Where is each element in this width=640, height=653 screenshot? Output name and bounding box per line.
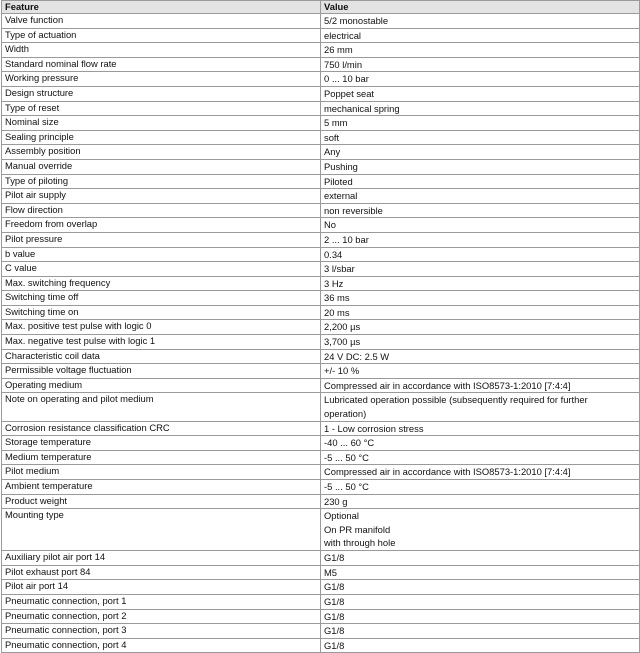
value-cell xyxy=(321,494,640,509)
value-cell xyxy=(321,565,640,580)
feature-cell: Pilot exhaust port 84 xyxy=(2,565,321,580)
feature-cell: Freedom from overlap xyxy=(2,218,321,233)
value-cell xyxy=(321,624,640,639)
value-line: 3 Hz xyxy=(324,277,344,289)
feature-cell: Pneumatic connection, port 3 xyxy=(2,624,321,639)
value-line: M5 xyxy=(324,566,338,578)
value-cell xyxy=(321,86,640,101)
value-line: external xyxy=(324,190,358,202)
feature-cell: Working pressure xyxy=(2,72,321,87)
feature-cell: Medium temperature xyxy=(2,450,321,465)
value-line: operation) xyxy=(324,408,367,420)
value-line: Compressed air in accordance with ISO8573-1:2010 [7:4:4] xyxy=(324,379,571,391)
table-row xyxy=(2,378,640,393)
feature-cell: Auxiliary pilot air port 14 xyxy=(2,551,321,566)
value-cell xyxy=(321,14,640,29)
value-cell xyxy=(321,609,640,624)
feature-cell: Characteristic coil data xyxy=(2,349,321,364)
feature-cell: Storage temperature xyxy=(2,436,321,451)
table-row xyxy=(2,349,640,364)
table-row xyxy=(2,159,640,174)
value-cell xyxy=(321,101,640,116)
feature-cell: Max. negative test pulse with logic 1 xyxy=(2,335,321,350)
table-row xyxy=(2,218,640,233)
table-body xyxy=(2,14,640,653)
table-row xyxy=(2,436,640,451)
table-row xyxy=(2,116,640,131)
value-line: 20 ms xyxy=(324,306,350,318)
feature-cell: Corrosion resistance classification CRC xyxy=(2,421,321,436)
value-line: 0.34 xyxy=(324,248,343,260)
feature-cell: b value xyxy=(2,247,321,262)
feature-cell: Pneumatic connection, port 2 xyxy=(2,609,321,624)
value-line: Optional xyxy=(324,510,359,522)
feature-cell: Type of reset xyxy=(2,101,321,116)
value-cell xyxy=(321,145,640,160)
value-line: G1/8 xyxy=(324,625,345,637)
value-cell xyxy=(321,378,640,393)
value-line: G1/8 xyxy=(324,610,345,622)
value-cell xyxy=(321,421,640,436)
value-cell xyxy=(321,189,640,204)
feature-cell: Nominal size xyxy=(2,116,321,131)
value-line: 2,200 µs xyxy=(324,321,361,333)
table-row xyxy=(2,421,640,436)
value-cell xyxy=(321,218,640,233)
value-cell xyxy=(321,480,640,495)
table-row xyxy=(2,551,640,566)
table-row xyxy=(2,189,640,204)
feature-cell: Type of piloting xyxy=(2,174,321,189)
feature-cell: Pilot pressure xyxy=(2,232,321,247)
value-line: On PR manifold xyxy=(324,523,391,535)
feature-cell: Pilot air port 14 xyxy=(2,580,321,595)
feature-cell: Max. positive test pulse with logic 0 xyxy=(2,320,321,335)
value-cell xyxy=(321,43,640,58)
table-row xyxy=(2,28,640,43)
table-row xyxy=(2,130,640,145)
header-feature: Feature xyxy=(2,1,321,14)
feature-cell: Design structure xyxy=(2,86,321,101)
table-row xyxy=(2,86,640,101)
header-value: Value xyxy=(321,1,640,14)
value-line: 2 ... 10 bar xyxy=(324,233,369,245)
feature-cell: Switching time off xyxy=(2,291,321,306)
spec-sheet xyxy=(1,0,639,653)
value-cell xyxy=(321,130,640,145)
value-line: non reversible xyxy=(324,204,383,216)
value-line: Poppet seat xyxy=(324,87,375,99)
table-row xyxy=(2,393,640,421)
value-line: -40 ... 60 °C xyxy=(324,437,375,449)
value-line: 26 mm xyxy=(324,44,353,56)
value-line: 0 ... 10 bar xyxy=(324,73,369,85)
table-row xyxy=(2,509,640,551)
value-line: G1/8 xyxy=(324,552,345,564)
value-cell xyxy=(321,262,640,277)
value-line: 24 V DC: 2.5 W xyxy=(324,350,390,362)
value-line: Compressed air in accordance with ISO8573-1:2010 [7:4:4] xyxy=(324,466,571,478)
table-row xyxy=(2,247,640,262)
value-cell xyxy=(321,638,640,653)
feature-cell: Pilot air supply xyxy=(2,189,321,204)
value-cell xyxy=(321,450,640,465)
header-row xyxy=(2,1,640,14)
table-row xyxy=(2,580,640,595)
value-cell xyxy=(321,159,640,174)
value-cell xyxy=(321,305,640,320)
value-line: -5 ... 50 °C xyxy=(324,481,369,492)
feature-cell: Manual override xyxy=(2,159,321,174)
value-cell xyxy=(321,116,640,131)
table-row xyxy=(2,203,640,218)
value-line: mechanical spring xyxy=(324,102,400,114)
feature-cell: Width xyxy=(2,43,321,58)
value-cell xyxy=(321,509,640,551)
table-row xyxy=(2,174,640,189)
value-line: G1/8 xyxy=(324,595,345,607)
value-cell xyxy=(321,174,640,189)
value-line: G1/8 xyxy=(324,581,345,593)
value-line: G1/8 xyxy=(324,639,345,651)
value-line: electrical xyxy=(324,29,361,41)
value-line: 5 mm xyxy=(324,117,348,129)
value-line: 3 l/sbar xyxy=(324,263,355,275)
table-row xyxy=(2,480,640,495)
value-cell xyxy=(321,393,640,421)
value-line: 230 g xyxy=(324,495,348,507)
table-row xyxy=(2,101,640,116)
table-row xyxy=(2,320,640,335)
value-line: Piloted xyxy=(324,175,353,187)
value-line: -5 ... 50 °C xyxy=(324,451,369,463)
table-row xyxy=(2,43,640,58)
value-line: soft xyxy=(324,131,340,143)
feature-cell: Sealing principle xyxy=(2,130,321,145)
feature-cell: Standard nominal flow rate xyxy=(2,57,321,72)
feature-cell: Mounting type xyxy=(2,509,321,551)
value-cell xyxy=(321,57,640,72)
table-row xyxy=(2,291,640,306)
feature-cell: Flow direction xyxy=(2,203,321,218)
feature-cell: Type of actuation xyxy=(2,28,321,43)
value-line: +/- 10 % xyxy=(324,365,360,377)
value-cell xyxy=(321,320,640,335)
feature-cell: Permissible voltage fluctuation xyxy=(2,364,321,379)
value-cell xyxy=(321,580,640,595)
value-cell xyxy=(321,465,640,480)
feature-cell: Pneumatic connection, port 4 xyxy=(2,638,321,653)
table-row xyxy=(2,14,640,29)
table-row xyxy=(2,232,640,247)
value-line: 3,700 µs xyxy=(324,336,361,348)
value-cell xyxy=(321,551,640,566)
table-row xyxy=(2,465,640,480)
feature-cell: Pneumatic connection, port 1 xyxy=(2,594,321,609)
feature-cell: Assembly position xyxy=(2,145,321,160)
feature-cell: Operating medium xyxy=(2,378,321,393)
feature-cell: Pilot medium xyxy=(2,465,321,480)
value-cell xyxy=(321,72,640,87)
value-cell xyxy=(321,436,640,451)
value-line: Pushing xyxy=(324,160,358,172)
feature-cell: Note on operating and pilot medium xyxy=(2,393,321,421)
feature-cell: Product weight xyxy=(2,494,321,509)
table-row xyxy=(2,638,640,653)
value-line: No xyxy=(324,219,336,231)
table-row xyxy=(2,57,640,72)
table-row xyxy=(2,609,640,624)
spec-table xyxy=(1,0,640,653)
feature-cell: Valve function xyxy=(2,14,321,29)
value-cell xyxy=(321,203,640,218)
value-cell xyxy=(321,28,640,43)
table-row xyxy=(2,305,640,320)
feature-cell: C value xyxy=(2,262,321,277)
feature-cell: Max. switching frequency xyxy=(2,276,321,291)
table-row xyxy=(2,594,640,609)
table-row xyxy=(2,335,640,350)
value-cell xyxy=(321,291,640,306)
value-line: Lubricated operation possible (subsequently required for further xyxy=(324,394,588,406)
feature-cell: Ambient temperature xyxy=(2,480,321,495)
value-cell xyxy=(321,232,640,247)
value-line: 5/2 monostable xyxy=(324,15,389,26)
table-row xyxy=(2,450,640,465)
value-line: 36 ms xyxy=(324,292,350,304)
feature-cell: Switching time on xyxy=(2,305,321,320)
table-row xyxy=(2,72,640,87)
value-line: 750 l/min xyxy=(324,58,363,70)
value-cell xyxy=(321,349,640,364)
table-row xyxy=(2,276,640,291)
table-row xyxy=(2,565,640,580)
value-cell xyxy=(321,335,640,350)
table-row xyxy=(2,494,640,509)
table-row xyxy=(2,145,640,160)
table-row xyxy=(2,262,640,277)
value-cell xyxy=(321,364,640,379)
table-row xyxy=(2,364,640,379)
value-line: Any xyxy=(324,146,341,158)
value-cell xyxy=(321,594,640,609)
table-row xyxy=(2,624,640,639)
value-line: 1 - Low corrosion stress xyxy=(324,422,424,434)
value-line: with through hole xyxy=(324,537,396,549)
value-cell xyxy=(321,276,640,291)
value-cell xyxy=(321,247,640,262)
